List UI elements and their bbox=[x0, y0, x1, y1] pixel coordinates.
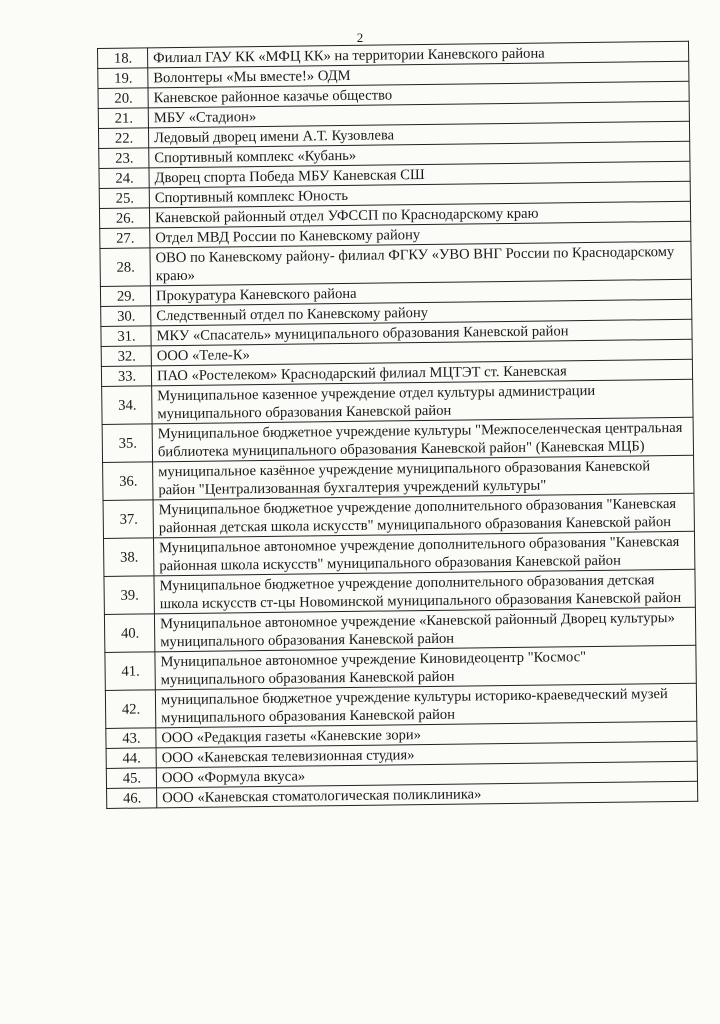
row-number: 25. bbox=[99, 188, 149, 209]
row-number: 45. bbox=[106, 768, 156, 789]
organization-name: муниципальное бюджетное учреждение культуры историко-краеведческий музей муниципального образования Каневской район bbox=[155, 683, 696, 728]
row-number: 41. bbox=[105, 652, 155, 691]
organization-name: Муниципальное бюджетное учреждение дополнительного образования "Каневская районная детская школа искусств" муниципального образования Каневской район bbox=[153, 493, 694, 538]
row-number: 26. bbox=[99, 208, 149, 229]
row-number: 40. bbox=[104, 614, 154, 653]
row-number: 31. bbox=[101, 326, 151, 347]
row-number: 38. bbox=[103, 538, 153, 577]
row-number: 28. bbox=[100, 248, 150, 287]
organization-name: Каневской районный отдел УФССП по Краснодарскому краю bbox=[149, 201, 690, 228]
row-number: 27. bbox=[100, 228, 150, 249]
row-number: 34. bbox=[102, 386, 152, 425]
row-number: 35. bbox=[102, 424, 152, 463]
organization-name: Спортивный комплекс Юность bbox=[149, 181, 690, 208]
organization-name: МБУ «Стадион» bbox=[148, 101, 689, 128]
organization-name: Филиал ГАУ КК «МФЦ КК» на территории Каневского района bbox=[148, 41, 689, 68]
row-number: 22. bbox=[98, 128, 148, 149]
row-number: 43. bbox=[106, 728, 156, 749]
organization-name: ООО «Редакция газеты «Каневские зори» bbox=[156, 721, 697, 748]
organization-name: Муниципальное бюджетное учреждение культуры "Межпоселенческая центральная библиотека муниципального образования Каневской район" (Каневская МЦБ) bbox=[152, 417, 693, 462]
organization-name: Ледовый дворец имени А.Т. Кузовлева bbox=[148, 121, 689, 148]
row-number: 39. bbox=[104, 576, 154, 615]
organization-name: Волонтеры «Мы вместе!» ОДМ bbox=[148, 61, 689, 88]
organization-name: ОВО по Каневскому району- филиал ФГКУ «УВО ВНГ России по Краснодарскому краю» bbox=[150, 241, 691, 286]
row-number: 19. bbox=[98, 68, 148, 89]
organization-name: ООО «Каневская стоматологическая поликлиника» bbox=[157, 781, 698, 808]
row-number: 36. bbox=[103, 462, 153, 501]
organization-name: Муниципальное автономное учреждение Киновидеоцентр "Космос" муниципального образования Каневской район bbox=[155, 645, 696, 690]
row-number: 23. bbox=[99, 148, 149, 169]
row-number: 42. bbox=[105, 690, 155, 729]
table-row bbox=[104, 569, 695, 614]
row-number: 33. bbox=[101, 366, 151, 387]
page-number: 2 bbox=[356, 30, 364, 45]
document-sheet bbox=[97, 41, 698, 809]
table-row bbox=[103, 531, 694, 576]
organization-name: Дворец спорта Победа МБУ Каневская СШ bbox=[149, 161, 690, 188]
row-number: 29. bbox=[100, 286, 150, 307]
organization-name: МКУ «Спасатель» муниципального образования Каневской район bbox=[151, 319, 692, 346]
table-row bbox=[103, 493, 694, 538]
organization-name: Муниципальное автономное учреждение «Каневской районный Дворец культуры» муниципального образования Каневской район bbox=[154, 607, 695, 652]
row-number: 21. bbox=[98, 108, 148, 129]
row-number: 32. bbox=[101, 346, 151, 367]
organization-name: ПАО «Ростелеком» Краснодарский филиал МЦТЭТ ст. Каневская bbox=[151, 359, 692, 386]
organizations-table bbox=[97, 41, 698, 809]
row-number: 46. bbox=[107, 788, 157, 809]
organization-name: Муниципальное казенное учреждение отдел культуры администрации муниципального образования Каневской район bbox=[152, 379, 693, 424]
organization-name: ООО «Формула вкуса» bbox=[156, 761, 697, 788]
table-row bbox=[102, 417, 693, 462]
row-number: 18. bbox=[98, 48, 148, 69]
row-number: 20. bbox=[98, 88, 148, 109]
row-number: 30. bbox=[101, 306, 151, 327]
organization-name: ООО «Теле-К» bbox=[151, 339, 692, 366]
organization-name: Каневское районное казачье общество bbox=[148, 81, 689, 108]
organization-name: ООО «Каневская телевизионная студия» bbox=[156, 741, 697, 768]
row-number: 37. bbox=[103, 500, 153, 539]
organization-name: Следственный отдел по Каневскому району bbox=[151, 299, 692, 326]
organization-name: муниципальное казённое учреждение муниципального образования Каневской район "Централизованная бухгалтерия учреждений культуры" bbox=[153, 455, 694, 500]
organization-name: Спортивный комплекс «Кубань» bbox=[149, 141, 690, 168]
organization-name: Муниципальное бюджетное учреждение дополнительного образования детская школа искусств ст-цы Новоминской муниципального образования Каневской район bbox=[154, 569, 695, 614]
organization-name: Отдел МВД России по Каневскому району bbox=[150, 221, 691, 248]
organization-name: Муниципальное автономное учреждение дополнительного образования "Каневская районная школа искусств" муниципального образования Каневской район bbox=[153, 531, 694, 576]
row-number: 44. bbox=[106, 748, 156, 769]
row-number: 24. bbox=[99, 168, 149, 189]
organizations-table-body bbox=[98, 41, 698, 808]
organization-name: Прокуратура Каневского района bbox=[150, 279, 691, 306]
